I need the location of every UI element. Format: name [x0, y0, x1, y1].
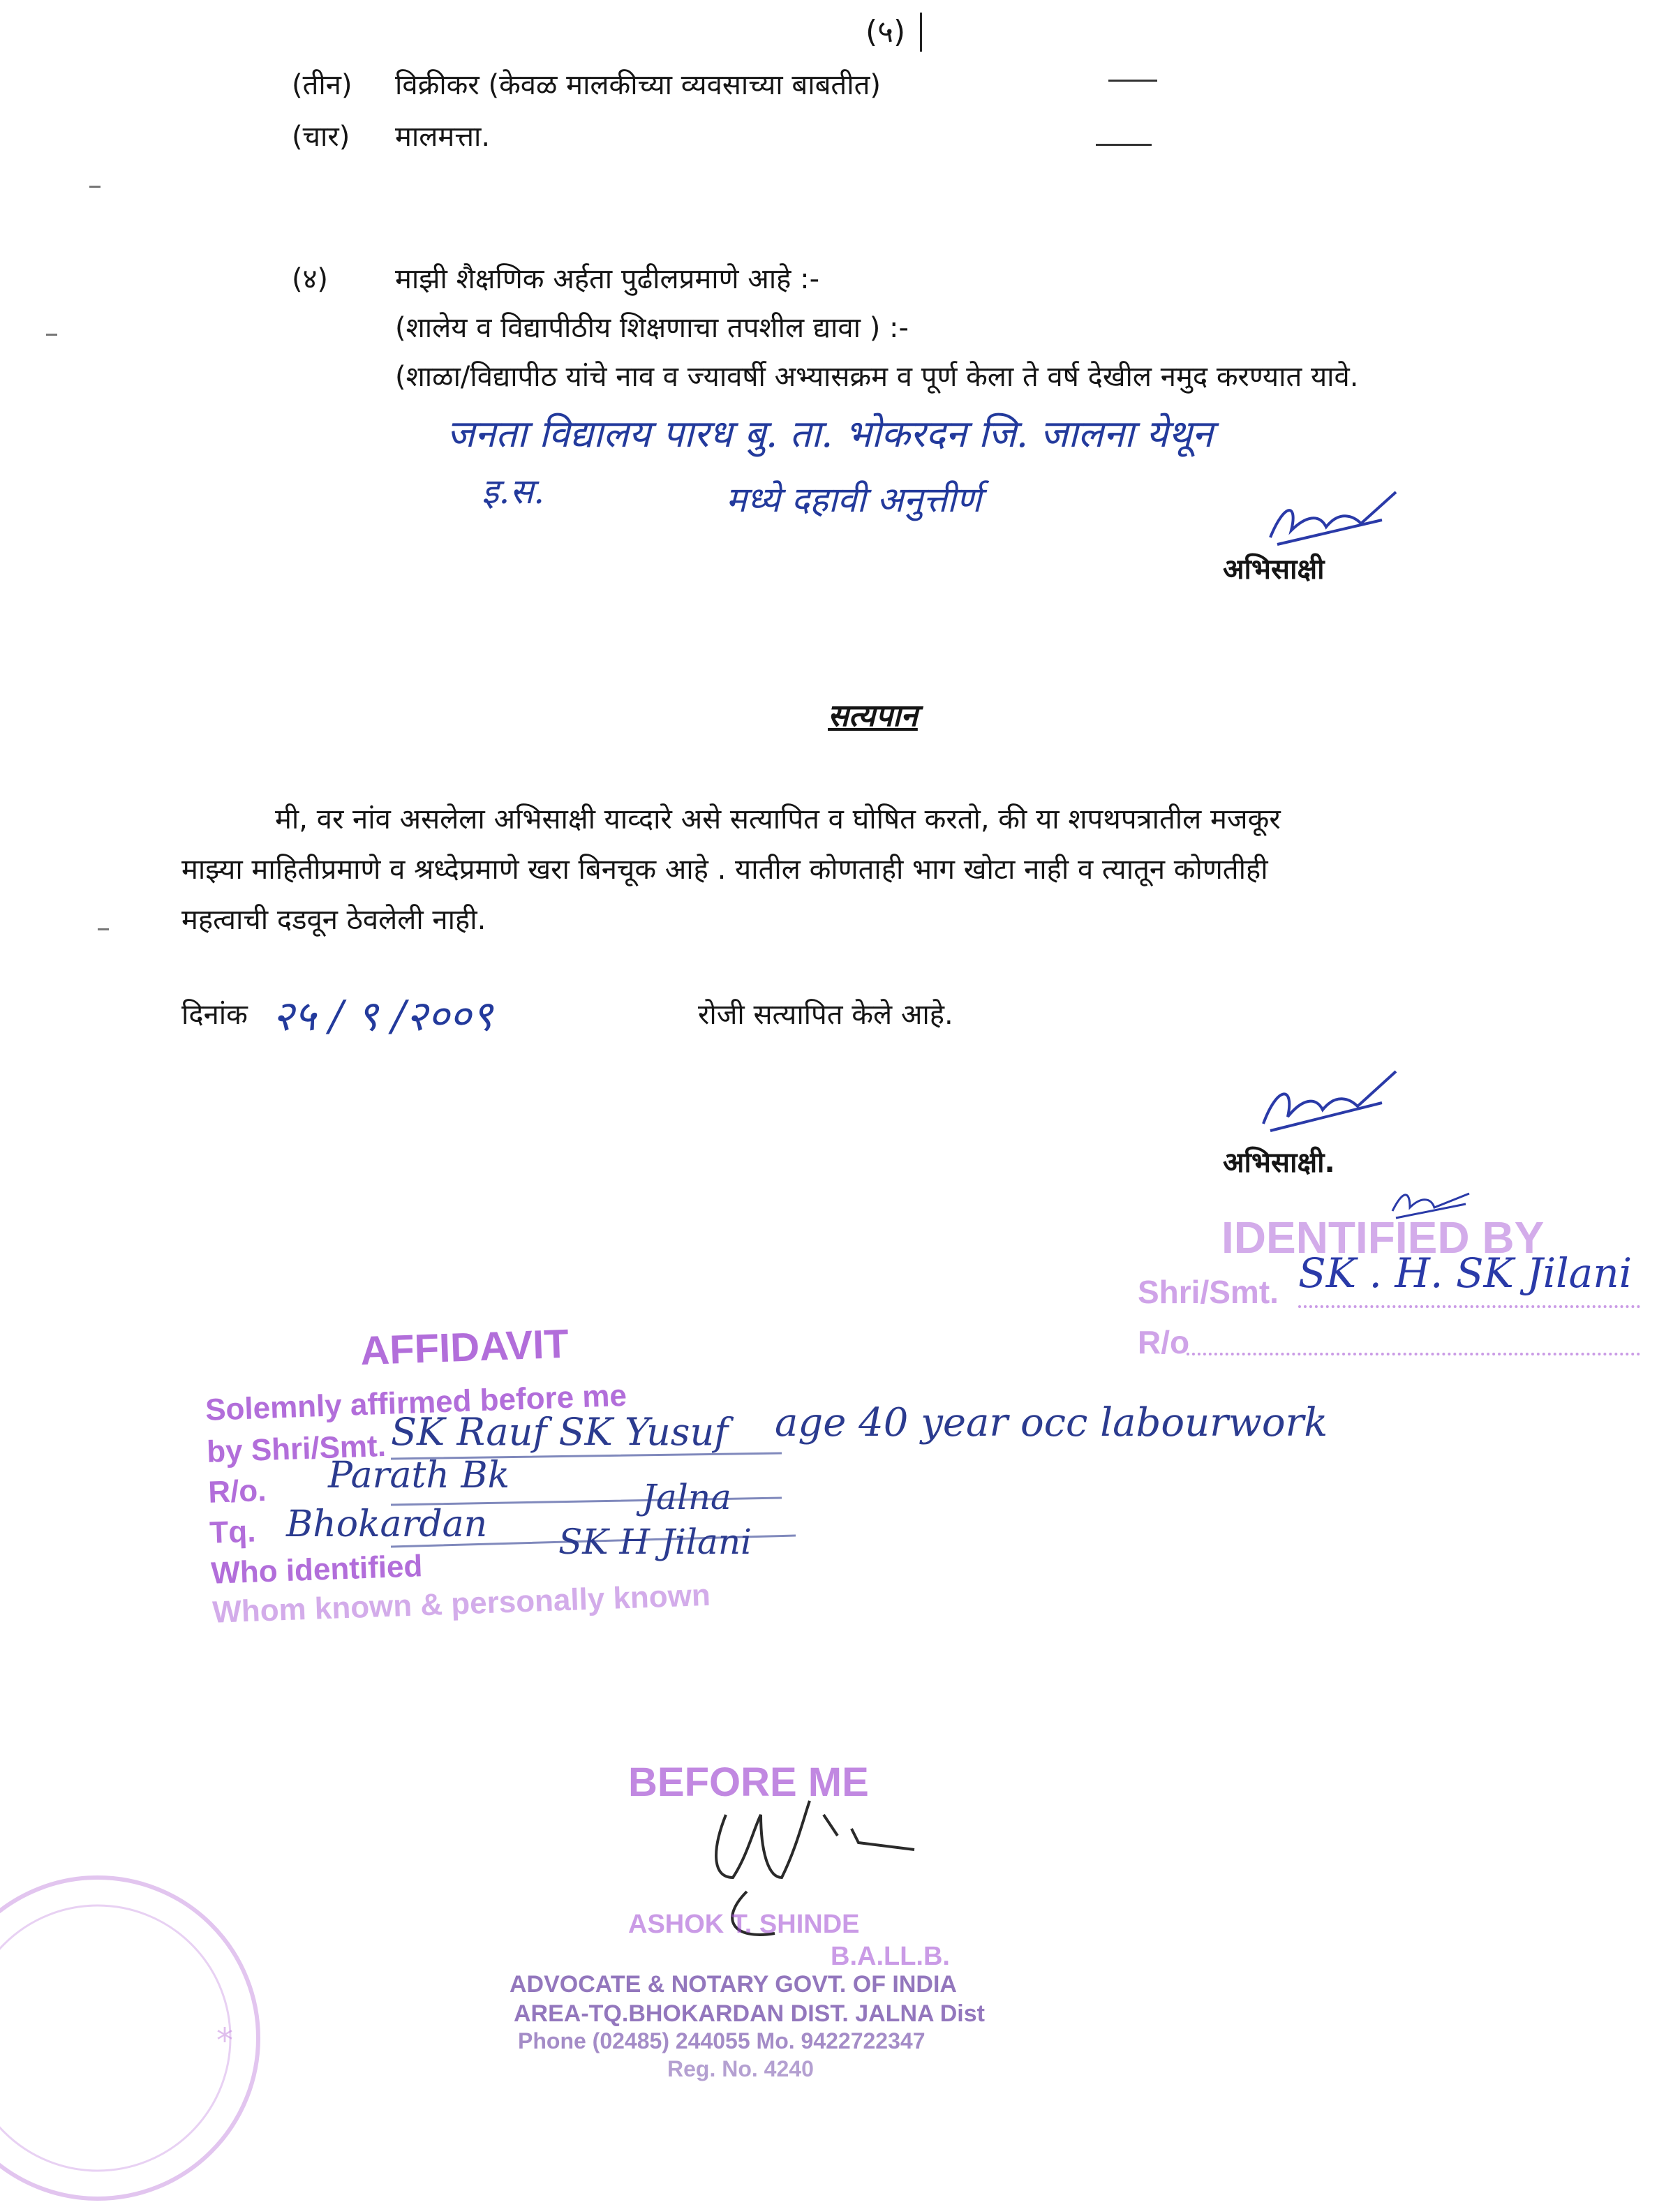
- education-line-1: माझी शैक्षणिक अर्हता पुढीलप्रमाणे आहे :-: [395, 263, 820, 295]
- affidavit-taluka: Bhokardan: [286, 1503, 488, 1545]
- handwritten-education-line-2: मध्ये दहावी अनुत्तीर्ण: [726, 480, 981, 520]
- identified-stamp-ro-label: R/o: [1138, 1324, 1190, 1360]
- affidavit-stamp-line-1: Solemnly affirmed before me: [205, 1378, 627, 1427]
- round-seal: [77, 1843, 258, 2206]
- notary-line-3: Phone (02485) 244055 Mo. 9422722347: [518, 2028, 926, 2053]
- identified-stamp-shri-label: Shri/Smt.: [1138, 1274, 1279, 1310]
- education-line-3: (शाळा/विद्यापीठ यांचे नाव व ज्यावर्षी अभ्यासक्रम व पूर्ण केला ते वर्ष देखील नमुद करण्यात यावे.: [395, 361, 1359, 393]
- verification-heading: सत्यपान: [828, 698, 918, 734]
- handwritten-education-year: इ.स.: [482, 471, 545, 512]
- notary-name: ASHOK T. SHINDE: [628, 1910, 860, 1939]
- margin-mark: [89, 186, 101, 188]
- item-text-sales-tax: विक्रीकर (केवळ मालकीच्या व्यवसाच्या बाबतीत): [395, 69, 881, 101]
- verification-line-2: माझ्या माहितीप्रमाणे व श्रध्देप्रमाणे खरा बिनचूक आहे . यातील कोणताही भाग खोटा नाही व त्यातून कोणतीही: [181, 854, 1268, 886]
- identified-stamp-title: IDENTIFIED BY: [1221, 1212, 1545, 1263]
- affidavit-district: Jalna: [642, 1477, 731, 1517]
- identified-stamp-dotted-line: [1187, 1353, 1640, 1355]
- affidavit-stamp-line-3-label: R/o.: [207, 1473, 267, 1510]
- item-marker-teen: (तीन): [292, 69, 352, 101]
- notary-line-1: ADVOCATE & NOTARY GOVT. OF INDIA: [510, 1971, 957, 1998]
- identifier-signature-mark: [1389, 1187, 1473, 1221]
- affidavit-deponent-age-occupation: age 40 year occ labourwork: [775, 1400, 1328, 1446]
- verification-line-3: महत्वाची दडवून ठेवलेली नाही.: [181, 904, 486, 936]
- affidavit-stamp-line-6: Whom known & personally known: [211, 1577, 711, 1630]
- affidavit-residence: Parath Bk: [328, 1455, 510, 1496]
- handwritten-education-line-1: जनता विद्यालय पारध बु. ता. भोकरदन जि. जालना येथून: [447, 412, 1213, 456]
- affidavit-stamp-line-5-label: Who identified: [210, 1549, 424, 1591]
- blank-dash: [1108, 80, 1157, 82]
- blank-dash: [1096, 144, 1152, 146]
- affidavit-underline-mark: [391, 1452, 810, 1550]
- notary-line-4: Reg. No. 4240: [667, 2056, 814, 2081]
- affidavit-stamp-title: AFFIDAVIT: [359, 1321, 570, 1374]
- identified-stamp-shri-value: SK . H. SK Jilani: [1298, 1249, 1633, 1297]
- item-text-property: मालमत्ता.: [395, 121, 491, 153]
- affidavit-identifier: SK H Jilani: [558, 1522, 752, 1562]
- date-label: दिनांक: [181, 999, 248, 1031]
- svg-text:*: *: [216, 2021, 233, 2060]
- education-marker: (४): [292, 263, 329, 295]
- identified-stamp-dotted-line: [1298, 1305, 1640, 1308]
- margin-mark: [98, 928, 109, 930]
- education-line-2: (शालेय व विद्यापीठीय शिक्षणाचा तपशील द्यावा ) :-: [395, 312, 909, 344]
- deponent-label: अभिसाक्षी: [1223, 553, 1325, 586]
- notary-stamp-title: BEFORE ME: [628, 1760, 869, 1805]
- margin-mark: [46, 334, 57, 336]
- page-number-mark: [920, 13, 922, 52]
- notary-line-2: AREA-TQ.BHOKARDAN DIST. JALNA Dist: [514, 2000, 985, 2027]
- date-suffix: रोजी सत्यापित केले आहे.: [698, 999, 953, 1031]
- item-marker-char: (चार): [292, 121, 350, 153]
- signature-mark: [1256, 1068, 1403, 1138]
- date-handwritten: २५ / ९ /२००९: [272, 992, 493, 1041]
- signature-mark: [1263, 489, 1403, 551]
- verification-line-1: मी, वर नांव असलेला अभिसाक्षी याव्दारे असे सत्यापित व घोषित करतो, की या शपथपत्रातील मजकूर: [275, 803, 1281, 835]
- page-number: (५): [865, 14, 906, 50]
- affidavit-stamp-line-4-label: Tq.: [209, 1514, 257, 1550]
- notary-degree: B.A.LL.B.: [831, 1942, 950, 1971]
- affidavit-stamp-line-2-label: by Shri/Smt.: [206, 1428, 387, 1469]
- affidavit-deponent-name: SK Rauf SK Yusuf: [391, 1410, 729, 1454]
- deponent-label-2: अभिसाक्षी.: [1223, 1147, 1335, 1179]
